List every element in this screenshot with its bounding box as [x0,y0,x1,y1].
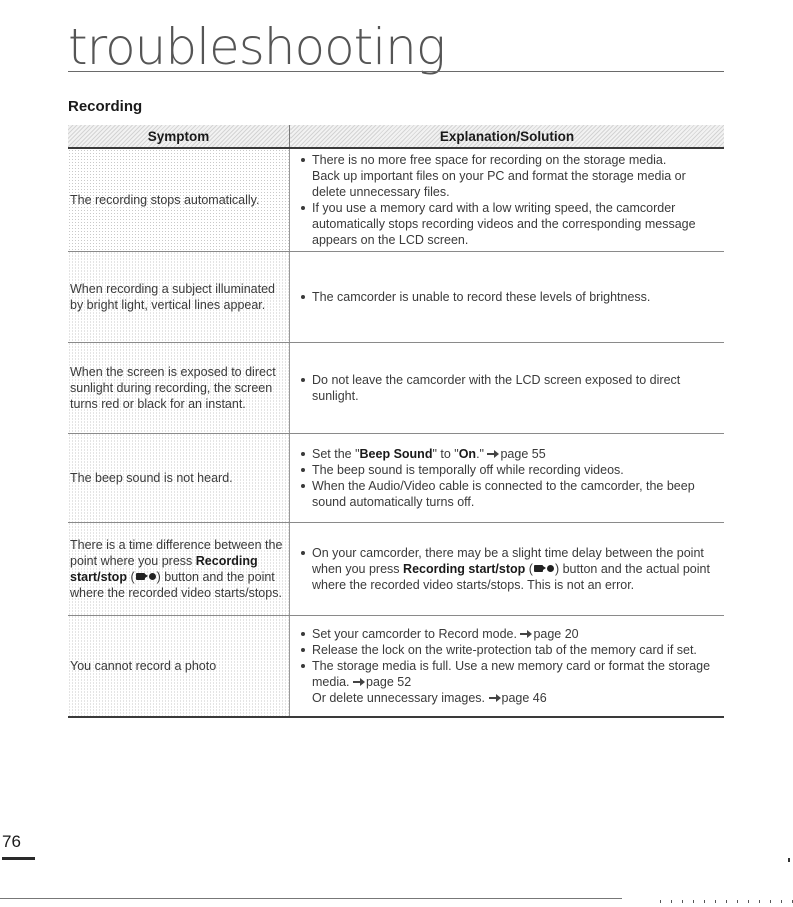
solution-item: On your camcorder, there may be a slight time delay between the point when you press Recording start/stop ( ) button and the actual point where the recorded video starts/stops. This is not an error. [300,545,720,593]
page-arrow-icon [489,694,501,702]
page-arrow-icon [487,450,499,458]
solution-item: The storage media is full. Use a new memory card or format the storage media. page 52 Or delete unnecessary images. page 46 [300,658,720,706]
page-arrow-icon [520,630,532,638]
edge-mark [788,858,790,862]
record-button-icon [534,563,554,574]
solution-item: Do not leave the camcorder with the LCD screen exposed to direct sunlight. [300,372,720,404]
page-reference: page 46 [501,690,547,705]
symptom-cell: When the screen is exposed to direct sunlight during recording, the screen turns red or black for an instant. [68,342,290,433]
table-row [68,342,724,433]
solution-cell [290,522,725,615]
solution-item: Set the "Beep Sound" to "On." page 55 [300,446,720,462]
symptom-header: Symptom [68,125,290,148]
symptom-cell: There is a time difference between the point where you press Recording start/stop ( ) button and the point where the recorded video starts/stops. [68,522,290,615]
page-arrow-icon [353,678,365,686]
page-number: 76 [2,832,21,851]
table-row [68,522,724,615]
solution-item: When the Audio/Video cable is connected to the camcorder, the beep sound automatically turns off. [300,478,720,510]
troubleshooting-table [68,125,724,718]
table-header-row [68,125,724,148]
solution-item: The camcorder is unable to record these levels of brightness. [300,289,720,305]
recording-start-stop-label: Recording start/stop [403,561,526,576]
beep-sound-label: Beep Sound [359,446,433,461]
page-title: troubleshooting [68,18,445,76]
table-row [68,251,724,342]
symptom-cell: The beep sound is not heard. [68,433,290,522]
bottom-rule [0,898,622,899]
section-heading: Recording [68,98,143,115]
solution-header: Explanation/Solution [290,125,725,148]
on-label: On [458,446,477,461]
page-reference: page 20 [533,626,579,641]
symptom-cell: You cannot record a photo [68,615,290,717]
scan-marks [660,900,793,903]
solution-item: Set your camcorder to Record mode. page 20 [300,626,720,642]
record-button-icon [136,571,156,582]
page-number-rule [2,857,35,860]
solution-cell [290,251,725,342]
page-reference: page 52 [366,674,412,689]
solution-item: Release the lock on the write-protection tab of the memory card if set. [300,642,720,658]
table-row [68,433,724,522]
solution-item: There is no more free space for recording on the storage media. Back up important files on your PC and format the storage media or delete unnecessary files. [300,152,720,200]
solution-cell [290,342,725,433]
solution-cell [290,433,725,522]
table-row [68,148,724,251]
solution-item: If you use a memory card with a low writing speed, the camcorder automatically stops recording videos and the corresponding message appears on the LCD screen. [300,200,720,248]
solution-cell [290,615,725,717]
page-reference: page 55 [500,446,546,461]
solution-cell [290,148,725,251]
solution-item: The beep sound is temporally off while recording videos. [300,462,720,478]
symptom-cell: The recording stops automatically. [68,148,290,251]
table-row [68,615,724,717]
recording-start-stop-label: Recording start/stop [70,553,258,584]
title-rule [68,71,724,72]
symptom-cell: When recording a subject illuminated by bright light, vertical lines appear. [68,251,290,342]
